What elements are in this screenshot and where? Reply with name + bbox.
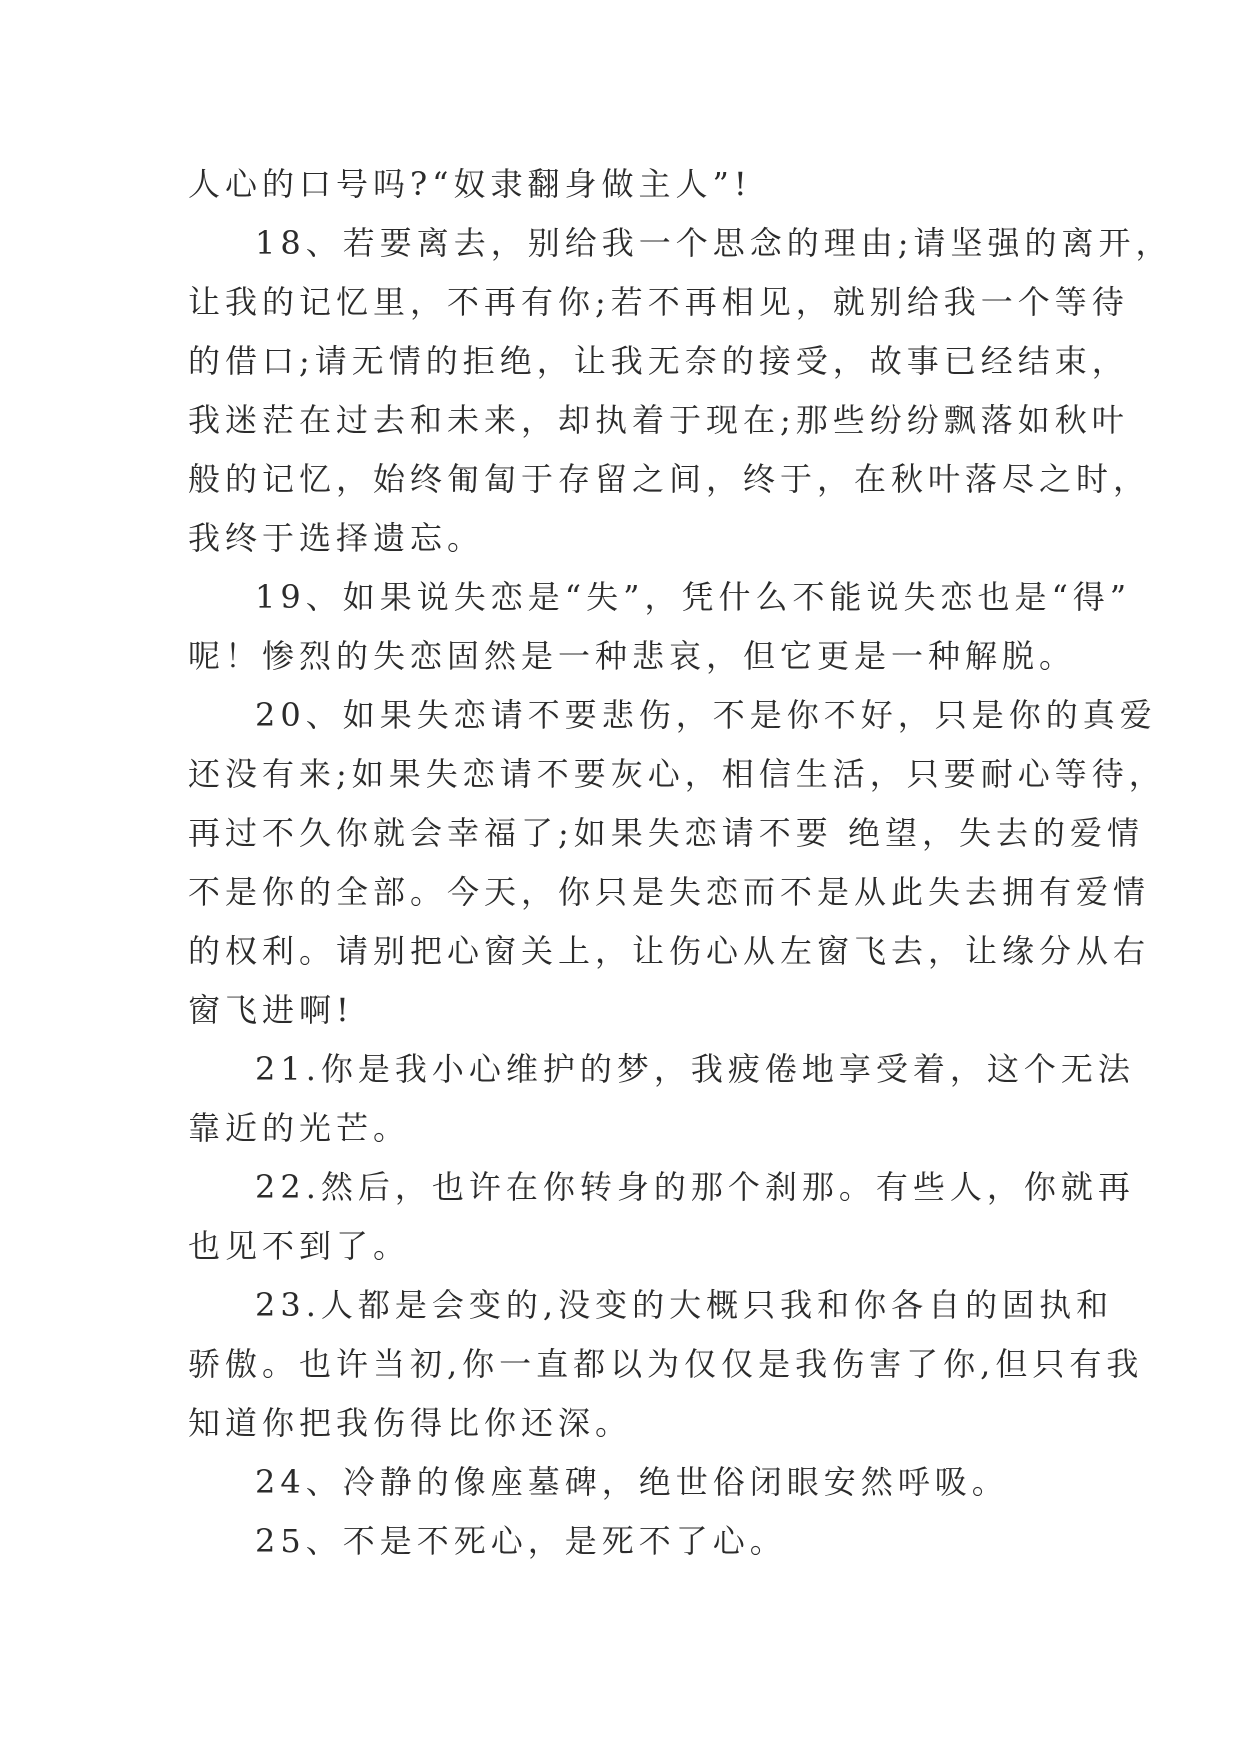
text-line: 25、不是不死心，是死不了心。 [255, 1522, 787, 1560]
text-line: 再过不久你就会幸福了;如果失恋请不要 绝望，失去的爱情 [188, 814, 1144, 852]
text-line: 的借口;请无情的拒绝，让我无奈的接受，故事已经结束， [188, 342, 1129, 380]
text-line: 19、如果说失恋是“失”，凭什么不能说失恋也是“得” [255, 578, 1132, 616]
text-line: 窗飞进啊! [188, 991, 354, 1029]
text-line: 呢！惨烈的失恋固然是一种悲哀，但它更是一种解脱。 [188, 637, 1077, 675]
text-line: 我终于选择遗忘。 [188, 519, 485, 557]
text-line: 23.人都是会变的,没变的大概只我和你各自的固执和 [255, 1286, 1114, 1324]
text-line: 还没有来;如果失恋请不要灰心，相信生活，只要耐心等待， [188, 755, 1166, 793]
text-line: 我迷茫在过去和未来，却执着于现在;那些纷纷飘落如秋叶 [188, 401, 1129, 439]
text-line: 18、若要离去，别给我一个思念的理由;请坚强的离开， [255, 224, 1173, 262]
text-line: 人心的口号吗?“奴隶翻身做主人”! [188, 165, 752, 203]
text-line: 的权利。请别把心窗关上，让伤心从左窗飞去，让缘分从右 [188, 932, 1151, 970]
text-line: 21.你是我小心维护的梦，我疲倦地享受着，这个无法 [255, 1050, 1135, 1088]
text-line: 靠近的光芒。 [188, 1109, 411, 1147]
text-line: 知道你把我伤得比你还深。 [188, 1404, 633, 1442]
text-line: 24、冷静的像座墓碑，绝世俗闭眼安然呼吸。 [255, 1463, 1009, 1501]
text-line: 般的记忆，始终匍匐于存留之间，终于，在秋叶落尽之时， [188, 460, 1151, 498]
text-line: 22.然后，也许在你转身的那个刹那。有些人，你就再 [255, 1168, 1135, 1206]
text-line: 骄傲。也许当初,你一直都以为仅仅是我伤害了你,但只有我 [188, 1345, 1144, 1383]
document-body [188, 155, 1173, 1571]
text-line: 20、如果失恋请不要悲伤，不是你不好，只是你的真爱 [255, 696, 1157, 734]
text-line: 不是你的全部。今天，你只是失恋而不是从此失去拥有爱情 [188, 873, 1151, 911]
text-line: 也见不到了。 [188, 1227, 411, 1265]
text-line: 让我的记忆里，不再有你;若不再相见，就别给我一个等待 [188, 283, 1129, 321]
